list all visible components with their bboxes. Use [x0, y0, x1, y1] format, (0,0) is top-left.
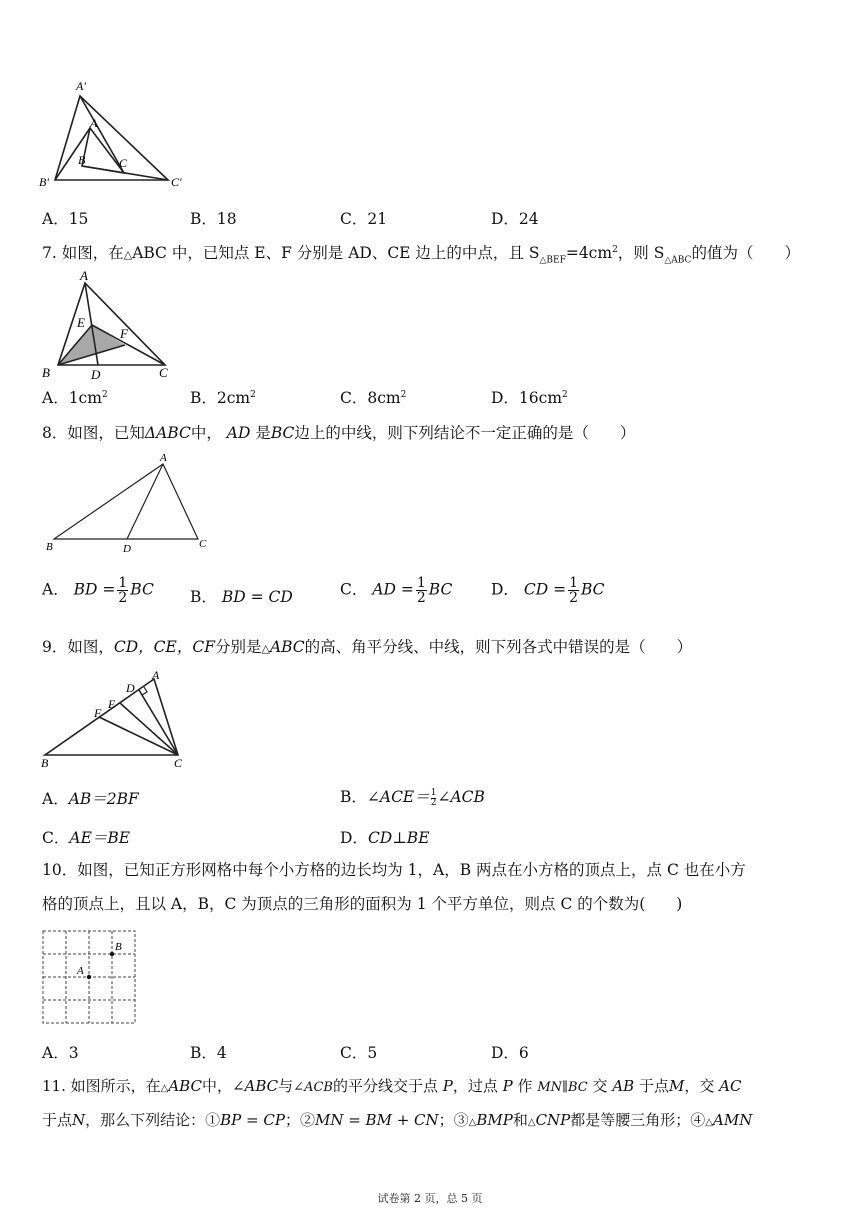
q9-figure — [38, 666, 188, 772]
q6-option-d: D．24 — [491, 210, 539, 228]
q9-label-d: D — [126, 681, 135, 695]
q8-figure — [40, 448, 225, 558]
q7-label-d: D — [91, 367, 101, 382]
q7-option-c: C．$8cm^2$ — [340, 389, 407, 407]
q10-option-c: C．5 — [340, 1044, 378, 1062]
q6-figure — [38, 78, 193, 190]
q8-option-d: D． CD = $\frac{1}{2}$ BC — [491, 575, 605, 606]
q6-option-a: A．15 — [42, 210, 89, 228]
q10-point-b — [110, 952, 114, 956]
q8-option-b: B． BD = CD — [190, 588, 293, 606]
q6-option-b: B．18 — [190, 210, 237, 228]
q9-option-d: D．CD⊥BE — [340, 829, 430, 847]
q7-label-b: B — [42, 365, 50, 380]
q8-label-d: D — [123, 543, 131, 555]
q8-option-c: C． AD = $\frac{1}{2}$ BC — [340, 575, 453, 606]
q6-label-a: A — [90, 116, 98, 130]
q6-label-b: B — [78, 153, 86, 167]
q11-stem-line2: 于点N，那么下列结论：①BP = CP；②MN = BM + CN；③△BMP和△CNP都是等腰三角形；④△AMN — [42, 1111, 753, 1129]
q9-option-b: B．∠ACE＝ $\frac{1}{2}\angle ACB$ — [340, 787, 485, 808]
q7-option-b: B．$2cm^2$ — [190, 389, 256, 407]
q10-option-b: B．4 — [190, 1044, 227, 1062]
q9-label-a: A — [152, 668, 160, 682]
q9-option-c: C．AE＝BE — [42, 829, 131, 847]
q8-label-b: B — [46, 541, 53, 553]
q10-point-a — [87, 975, 91, 979]
q11-stem-line1: 11. 如图所示，在△ABC中，∠ABC与∠ACB的平分线交于点 P，过点 P 作 MN∥BC 交 AB 于点M，交 AC — [42, 1077, 742, 1095]
q6-label-c: C — [119, 156, 128, 170]
q10-grid-figure — [40, 928, 140, 1028]
q10-option-d: D．6 — [491, 1044, 529, 1062]
q6-label-c-prime: C′ — [171, 175, 182, 189]
q7-label-e: E — [77, 315, 85, 330]
q7-stem: 7. 如图，在△ABC 中，已知点 E、F 分别是 AD、CE 边上的中点，且 $S_{\triangle BEF}=4cm^2$，则 $S_{\triangle ABC}$的值为（ ） — [42, 244, 800, 266]
q10-label-b: B — [115, 941, 122, 953]
q9-label-e: E — [108, 697, 116, 711]
q8-label-c: C — [199, 538, 207, 550]
q7-figure — [40, 265, 180, 383]
q7-option-a: A．$1cm^2$ — [42, 389, 108, 407]
q9-option-a: A．AB＝2BF — [42, 790, 139, 808]
q7-label-c: C — [159, 365, 168, 380]
q8-stem: 8．如图，已知ΔABC中， AD 是BC边上的中线，则下列结论不一定正确的是（ ） — [42, 424, 636, 442]
q7-label-a: A — [80, 268, 88, 283]
q6-label-b-prime: B′ — [39, 175, 49, 189]
q8-option-a: A． BD = $\frac{1}{2}$ BC — [42, 575, 154, 606]
q10-stem-line2: 格的顶点上，且以 A，B，C 为顶点的三角形的面积为 1 个平方单位，则点 C 的个数为( ) — [42, 895, 683, 913]
q6-label-a-prime: A′ — [76, 79, 86, 93]
page-footer: 试卷第 2 页，总 5 页 — [377, 1192, 483, 1205]
q9-label-c: C — [174, 756, 183, 770]
q10-option-a: A．3 — [42, 1044, 79, 1062]
q9-stem: 9．如图，CD，CE，CF分别是△ABC的高、角平分线、中线，则下列各式中错误的是（ ） — [42, 638, 693, 656]
q10-label-a: A — [77, 965, 84, 977]
q7-option-d: D．$16cm^2$ — [491, 389, 568, 407]
q6-option-c: C．21 — [340, 210, 388, 228]
q10-stem-line1: 10．如图，已知正方形网格中每个小方格的边长均为 1，A，B 两点在小方格的顶点上，点 C 也在小方 — [42, 861, 746, 879]
q8-label-a: A — [160, 452, 167, 464]
q7-label-f: F — [120, 326, 128, 341]
q9-label-b: B — [41, 756, 49, 770]
q9-label-f: F — [94, 706, 102, 720]
